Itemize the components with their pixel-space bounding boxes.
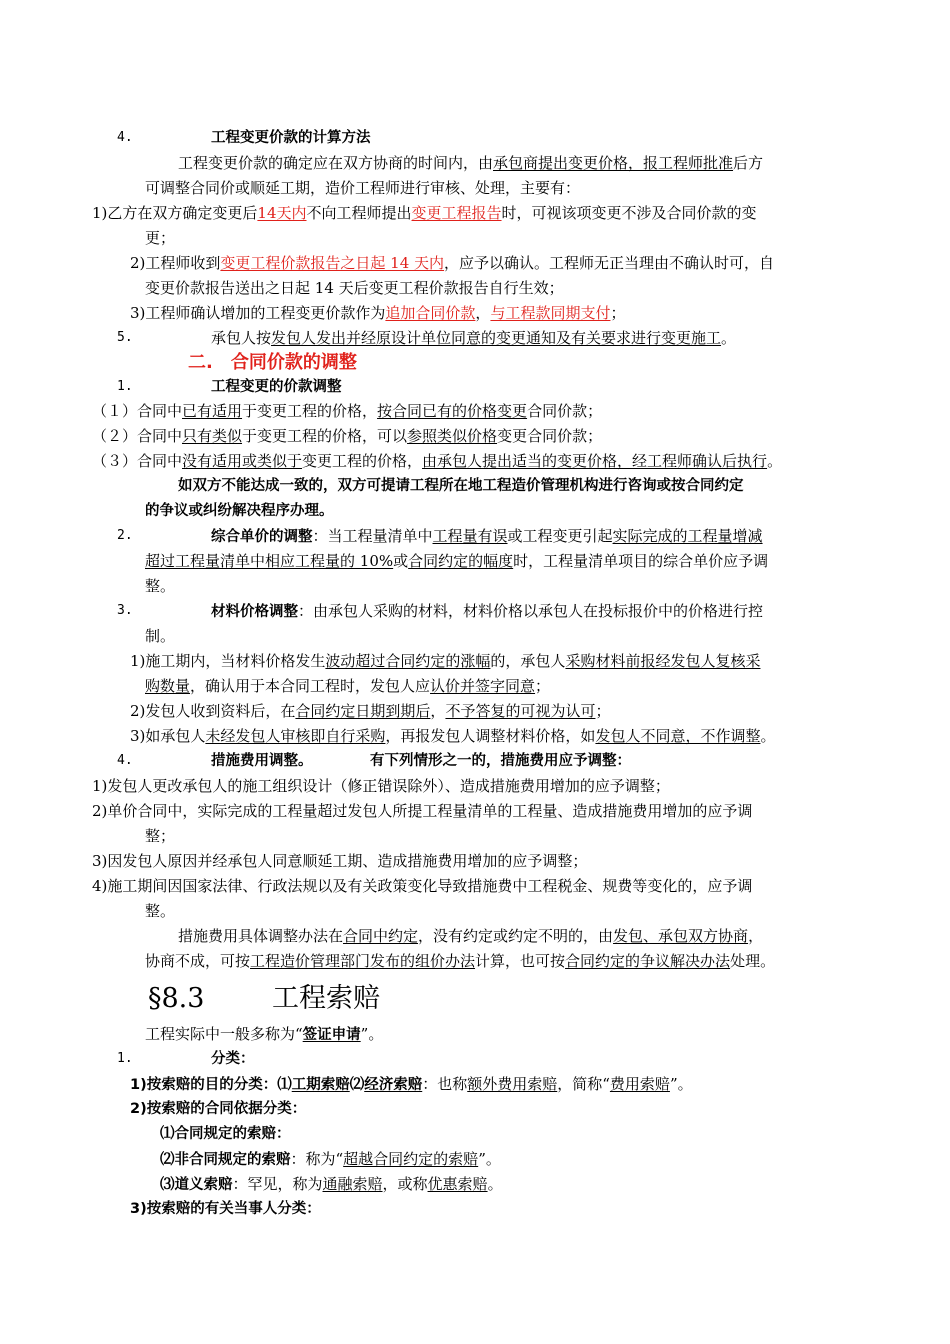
paragraph-line: 工程变更价款的确定应在双方协商的时间内，由承包商提出变更价格，报工程师批准后方 [178, 154, 764, 172]
paragraph-line: 措施费用具体调整办法在合同中约定，没有约定或约定不明的，由发包、承包双方协商， [178, 927, 764, 945]
list-subitem: ⑴合同规定的索赔： [160, 1126, 291, 1142]
item-number: 3. [117, 603, 133, 618]
paragraph-line: 承包人按发包人发出并经原设计单位同意的变更通知及有关要求进行变更施工。 [211, 329, 737, 347]
list-item: 1)乙方在双方确定变更后14天内不向工程师提出变更工程报告时，可视该项变更不涉及合同价款的变 [92, 204, 757, 222]
list-item: （２）合同中只有类似于变更工程的价格，可以参照类似价格变更合同价款； [92, 427, 603, 445]
list-item: 3)如承包人未经发包人审核即自行采购，再报发包人调整材料价格，如发包人不同意，不作调整。 [130, 727, 776, 745]
item-number: 5. [117, 330, 133, 345]
list-item: 1)施工期内，当材料价格发生波动超过合同约定的涨幅的，承包人采购材料前报经发包人复核采 [130, 652, 761, 670]
list-item: 2)发包人收到资料后，在合同约定日期到期后，不予答复的可视为认可； [130, 702, 611, 720]
item-number: 2. [117, 528, 133, 543]
item-number: 4. [117, 753, 133, 768]
chapter-section-title: 工程索赔 [272, 983, 380, 1014]
list-item-cont: 更； [145, 229, 176, 247]
subheading: 分类： [211, 1051, 255, 1067]
subheading: 工程变更价款的计算方法 [211, 130, 371, 146]
subheading: 工程变更的价款调整 [211, 379, 342, 395]
paragraph-line: 协商不成，可按工程造价管理部门发布的组价办法计算，也可按合同约定的争议解决办法处理。 [145, 952, 776, 970]
list-item: 2)单价合同中，实际完成的工程量超过发包人所提工程量清单的工程量、造成措施费用增加的应予调 [92, 802, 753, 820]
paragraph-line: 综合单价的调整：当工程量清单中工程量有误或工程变更引起实际完成的工程量增减 [211, 527, 763, 545]
list-item: 3)工程师确认增加的工程变更价款作为追加合同价款，与工程款同期支付； [130, 304, 626, 322]
list-item: 3)因发包人原因并经承包人同意顺延工期、造成措施费用增加的应予调整； [92, 852, 588, 870]
chapter-section-number: §8.3 [148, 983, 205, 1014]
list-item: （３）合同中没有适用或类似于变更工程的价格，由承包人提出适当的变更价格，经工程师确认后执行。 [92, 452, 783, 470]
list-item: （１）合同中已有适用于变更工程的价格，按合同已有的价格变更合同价款； [92, 402, 603, 420]
item-number: 1. [117, 379, 133, 394]
item-number: 4. [117, 130, 133, 145]
list-item-cont: 变更价款报告送出之日起 14 天后变更工程价款报告自行生效； [145, 279, 564, 297]
list-item-cont: 整； [145, 827, 176, 845]
subheading: 有下列情形之一的，措施费用应予调整： [370, 753, 631, 769]
paragraph-line: 可调整合同价或顺延工期，造价工程师进行审核、处理，主要有： [145, 179, 581, 197]
list-item-cont: 购数量，确认用于本合同工程时，发包人应认价并签字同意； [145, 677, 551, 695]
paragraph-line: 整。 [145, 577, 176, 595]
list-item: 2)按索赔的合同依据分类： [130, 1101, 307, 1117]
list-item-cont: 整。 [145, 902, 176, 920]
paragraph-line: 超过工程量清单中相应工程量的 10%或合同约定的幅度时，工程量清单项目的综合单价应予调 [145, 552, 769, 570]
section-heading: 二. 合同价款的调整 [188, 352, 357, 373]
paragraph-line: 工程实际中一般多称为“签证申请”。 [145, 1025, 384, 1043]
item-number: 1. [117, 1051, 133, 1066]
list-item: 1)发包人更改承包人的施工组织设计（修正错误除外）、造成措施费用增加的应予调整； [92, 777, 670, 795]
list-item: 1)按索赔的目的分类：⑴工期索赔⑵经济索赔：也称额外费用索赔，简称“费用索赔”。 [130, 1075, 693, 1093]
list-item: 2)工程师收到变更工程价款报告之日起 14 天内，应予以确认。工程师无正当理由不确认时可，自 [130, 254, 775, 272]
paragraph-line: 制。 [145, 627, 176, 645]
paragraph-line: 材料价格调整：由承包人采购的材料，材料价格以承包人在投标报价中的价格进行控 [211, 602, 764, 620]
bold-note: 的争议或纠纷解决程序办理。 [145, 503, 334, 519]
bold-note: 如双方不能达成一致的，双方可提请工程所在地工程造价管理机构进行咨询或按合同约定 [178, 478, 744, 494]
list-subitem: ⑶道义索赔：罕见，称为通融索赔，或称优惠索赔。 [160, 1175, 503, 1193]
list-item: 4)施工期间因国家法律、行政法规以及有关政策变化导致措施费中工程税金、规费等变化的，应予调 [92, 877, 753, 895]
list-subitem: ⑵非合同规定的索赔：称为“超越合同约定的索赔”。 [160, 1150, 501, 1168]
subheading: 措施费用调整。 [211, 753, 313, 769]
list-item: 3)按索赔的有关当事人分类： [130, 1201, 321, 1217]
